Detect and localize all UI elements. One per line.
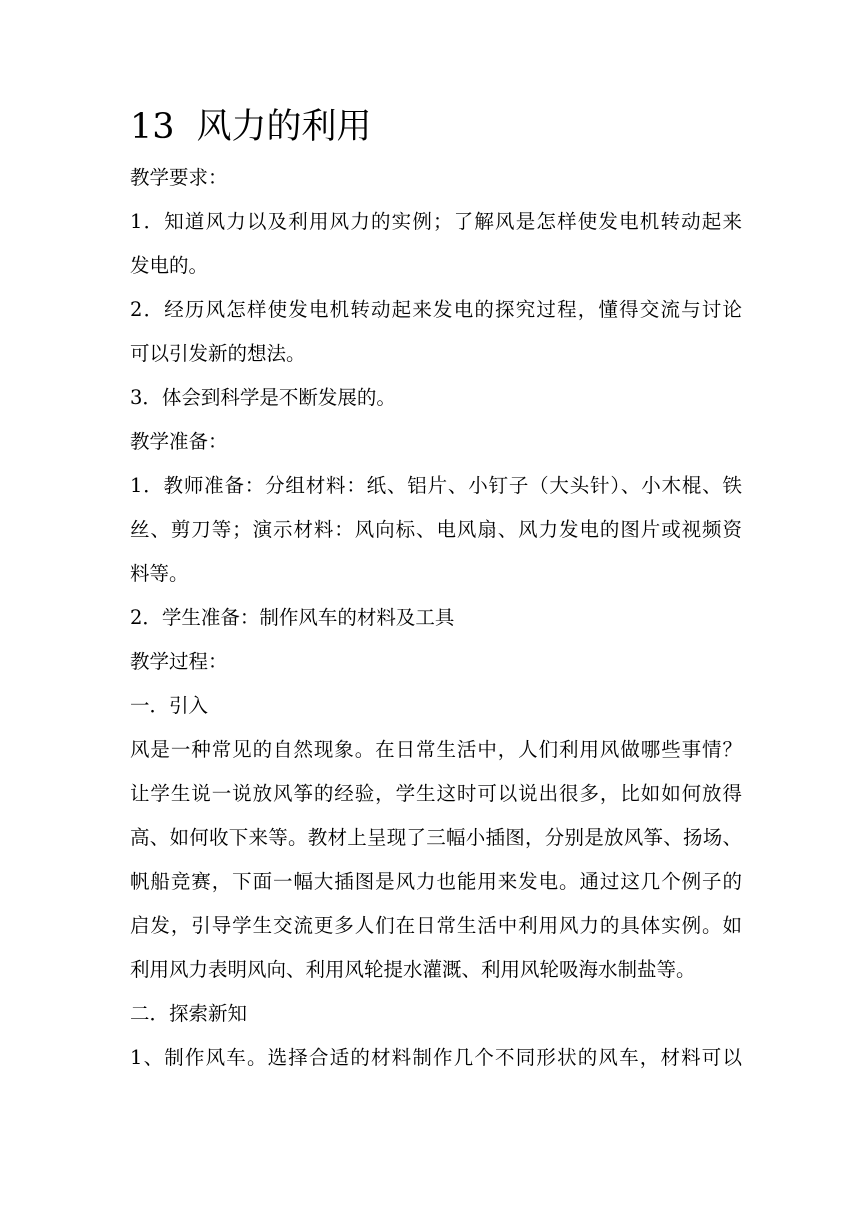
text-line: 3．体会到科学是不断发展的。 xyxy=(130,386,396,409)
text-line: 发电的。 xyxy=(130,254,209,277)
text-line: 风是一种常见的自然现象。在日常生活中，人们利用风做哪些事情？ xyxy=(130,738,742,761)
text-line: 二．探索新知 xyxy=(130,1002,248,1025)
text-line: 教学要求： xyxy=(130,166,228,189)
text-line: 可以引发新的想法。 xyxy=(130,342,306,365)
text-line: 一．引入 xyxy=(130,694,209,717)
text-line: 让学生说一说放风筝的经验，学生这时可以说出很多，比如如何放得 xyxy=(130,782,742,805)
text-line: 帆船竞赛，下面一幅大插图是风力也能用来发电。通过这几个例子的 xyxy=(130,870,742,893)
text-line: 启发，引导学生交流更多人们在日常生活中利用风力的具体实例。如 xyxy=(130,914,742,937)
text-line: 2．学生准备：制作风车的材料及工具 xyxy=(130,606,455,629)
text-line: 1、制作风车。选择合适的材料制作几个不同形状的风车，材料可以 xyxy=(130,1046,742,1069)
title-number: 13 xyxy=(130,107,175,147)
text-line: 教学准备： xyxy=(130,430,228,453)
text-line: 2．经历风怎样使发电机转动起来发电的探究过程，懂得交流与讨论 xyxy=(130,298,742,321)
document-title xyxy=(130,104,372,150)
text-line: 料等。 xyxy=(130,562,189,585)
text-line: 丝、剪刀等；演示材料：风向标、电风扇、风力发电的图片或视频资 xyxy=(130,518,742,541)
text-line: 利用风力表明风向、利用风轮提水灌溉、利用风轮吸海水制盐等。 xyxy=(130,958,696,981)
body-text xyxy=(130,156,742,1080)
text-line: 高、如何收下来等。教材上呈现了三幅小插图，分别是放风筝、扬场、 xyxy=(130,826,742,849)
text-line: 1．教师准备：分组材料：纸、铝片、小钉子（大头针）、小木棍、铁 xyxy=(130,474,742,497)
title-text: 风力的利用 xyxy=(196,107,372,147)
text-line: 1．知道风力以及利用风力的实例；了解风是怎样使发电机转动起来 xyxy=(130,210,742,233)
text-line: 教学过程： xyxy=(130,650,228,673)
